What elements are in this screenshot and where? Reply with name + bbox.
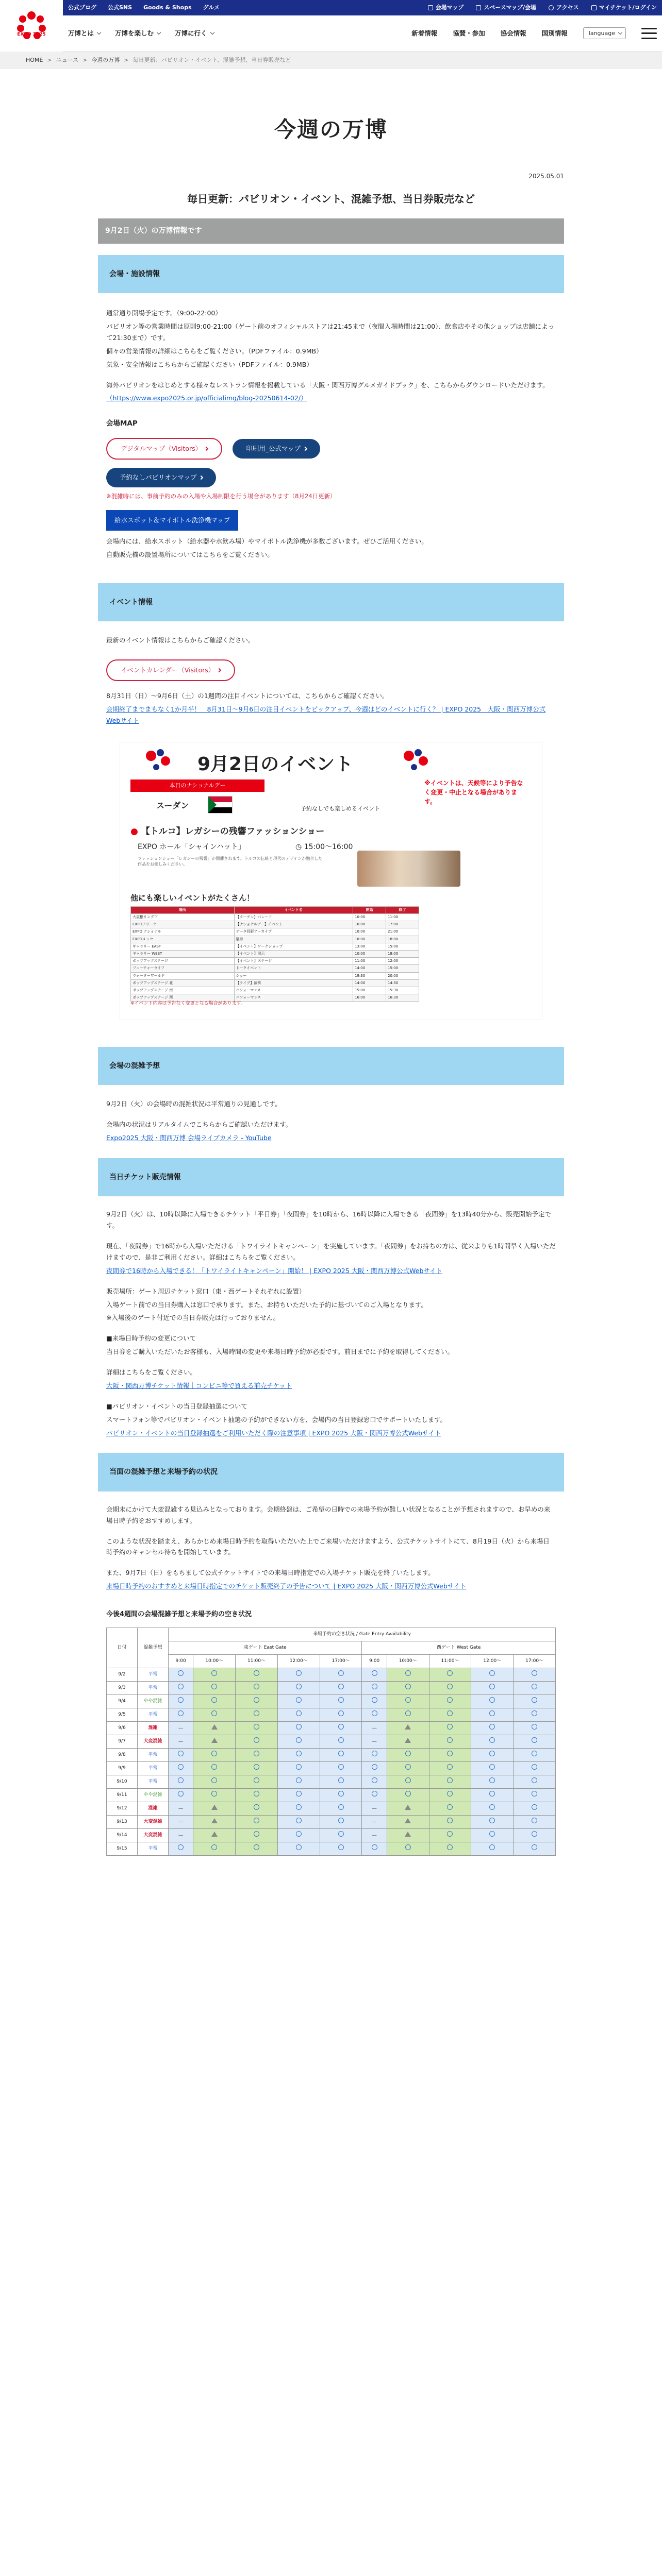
map-icon xyxy=(428,5,433,10)
nav-country[interactable]: 国別情報 xyxy=(541,29,568,37)
crowd-row: 9/6 混雑 — — xyxy=(107,1721,556,1735)
availability-mark xyxy=(211,1818,218,1823)
vending-note: 自動販売機の設置場所についてはこちらをご覧ください。 xyxy=(106,551,274,559)
topbar-link-gourmet[interactable]: グルメ xyxy=(203,4,220,11)
live-camera-link[interactable]: Expo2025 大阪・関西万博 会場ライブカメラ - YouTube xyxy=(106,1134,272,1142)
other-event-row: EXPO ナショナル データ投影アーカイブ 10:00 21:00 xyxy=(131,928,419,936)
poster-note-small: 予約なしでも楽しめるイベント xyxy=(301,805,380,812)
chevron-down-icon xyxy=(97,30,101,34)
availability-mark xyxy=(405,1684,411,1689)
sudan-flag-icon xyxy=(208,796,233,814)
availability-mark xyxy=(338,1684,344,1689)
availability-mark xyxy=(447,1764,453,1770)
crowd-row: 9/11 やや混雑 xyxy=(107,1788,556,1802)
availability-mark xyxy=(296,1791,302,1797)
crowd-forecast-text: 9月2日（火）の会場時の混雑状況は平常通りの見通しです。 xyxy=(106,1100,282,1108)
availability-mark xyxy=(447,1818,453,1823)
featured-event-venue: EXPO ホール「シャインハット」 xyxy=(138,842,245,851)
crowd-row: 9/12 混雑 — — xyxy=(107,1802,556,1815)
crowd-row: 9/10 平常 xyxy=(107,1775,556,1788)
reservation-notice-link[interactable]: 来場日時予約のおすすめと来場日時指定でのチケット販売終了の予告について | EXPO 2025 大阪・関西万博公式Webサイト xyxy=(106,1582,467,1590)
ticket-para: ※入場後のゲート付近での当日券販売は行っておりません。 xyxy=(106,1314,280,1322)
availability-mark xyxy=(447,1697,453,1703)
breadcrumb-current: 毎日更新：パビリオン・イベント、混雑予想、当日券販売など xyxy=(133,57,291,64)
digital-map-button[interactable]: デジタルマップ（Visitors） xyxy=(106,438,222,460)
nav-news[interactable]: 新着情報 xyxy=(411,29,438,37)
availability-mark xyxy=(178,1710,184,1716)
availability-mark xyxy=(178,1751,184,1756)
availability-mark xyxy=(338,1791,344,1797)
venue-line: 通常通り開場予定です。（9:00-22:00） xyxy=(106,309,222,317)
featured-event-title: ● 【トルコ】レガシーの残響ファッションショー xyxy=(130,826,325,837)
water-station-map-link[interactable]: 給水スポット＆マイボトル洗浄機マップ xyxy=(106,510,238,531)
clock-icon: ◷ xyxy=(295,842,304,851)
availability-mark xyxy=(405,1805,411,1810)
gourmet-guide-text: 海外パビリオンをはじめとする様々なレストラン情報を掲載している「大阪・関西万博グルメガイドブック」を、こちらからダウンロードいただけます。 xyxy=(106,381,549,389)
availability-mark xyxy=(532,1777,537,1783)
availability-mark xyxy=(489,1791,495,1797)
availability-mark xyxy=(254,1751,259,1756)
ticket-para: 販売場所：ゲート周辺チケット窓口（東・西ゲートそれぞれに設置） xyxy=(106,1287,306,1295)
availability-mark xyxy=(372,1670,377,1676)
space-map-icon xyxy=(476,5,481,10)
availability-mark xyxy=(254,1737,259,1743)
gate-para: このような状況を踏まえ、あらかじめ来場日時予約を取得いただいた上でご来場いただけますよう、公式チケットサイトにて、8月19日（火）から来場日時予約のキャンセル待ちを開始しています。 xyxy=(106,1537,550,1556)
event-photo xyxy=(357,851,460,887)
availability-mark xyxy=(489,1831,495,1837)
availability-mark xyxy=(338,1804,344,1810)
availability-mark xyxy=(447,1791,453,1797)
availability-mark xyxy=(296,1684,302,1689)
venue-line: 個々の営業情報の詳細はこちらをご覧ください。（PDFファイル：0.9MB） xyxy=(106,347,323,355)
chevron-down-icon xyxy=(157,30,161,34)
availability-mark xyxy=(296,1804,302,1810)
availability-mark xyxy=(338,1844,344,1850)
availability-mark xyxy=(532,1764,537,1770)
topbar-link-sns[interactable]: 公式SNS xyxy=(108,4,133,11)
availability-mark xyxy=(338,1818,344,1823)
chevron-down-icon xyxy=(210,30,214,34)
availability-mark: — xyxy=(372,1725,377,1731)
venue-line: パビリオン等の営業時間は原則9:00-21:00（ゲート前のオフィシャルストアは21:45まで（夜間入場時間は21:00）、飲食店やその他ショップは店舗によって21:30まで）です。 xyxy=(106,323,555,342)
availability-mark xyxy=(447,1737,453,1743)
availability-mark xyxy=(254,1764,259,1770)
availability-mark xyxy=(405,1777,411,1783)
nav-visit-expo[interactable]: 万博に行く xyxy=(175,28,214,39)
availability-mark: — xyxy=(178,1805,184,1811)
crowd-table-1: 日付 混雑予想 来場予約の空き状況 / Gate Entry Availability 東ゲート East Gate 西ゲート West Gate 9:00 10:00〜 11:00〜 12:00〜 17:00〜 9:00 10:00〜 11:00〜 12:00〜 17:00〜 9/2 平常 9/3 平常 9/4 やや混雑 9/5 平常 9/6 混雑 — — 9/7 大変混雑 — — 9/8 平常 9/9 平常 9/10 平常 9/11 やや混雑 9/12 混雑 — — 9/13 大変混雑 — — 9/14 大変混雑 — — 9/15 平常 xyxy=(106,1628,556,1856)
decoration-left xyxy=(141,745,177,776)
availability-mark xyxy=(211,1832,218,1837)
availability-mark xyxy=(489,1724,495,1730)
availability-mark xyxy=(296,1697,302,1703)
crowd-row: 9/13 大変混雑 — — xyxy=(107,1815,556,1828)
availability-mark xyxy=(178,1670,184,1676)
nav-association[interactable]: 協会情報 xyxy=(500,29,526,37)
availability-mark xyxy=(338,1670,344,1676)
availability-mark xyxy=(532,1751,537,1756)
availability-mark xyxy=(447,1804,453,1810)
availability-mark xyxy=(254,1831,259,1837)
event-poster xyxy=(120,742,542,1020)
availability-mark xyxy=(254,1710,259,1716)
no-reservation-map-button[interactable]: 予約なしパビリオンマップ xyxy=(106,468,216,487)
topbar-link-my-ticket[interactable]: マイチケット/ログイン xyxy=(591,3,657,12)
availability-mark xyxy=(447,1724,453,1730)
availability-mark xyxy=(296,1710,302,1716)
availability-mark xyxy=(372,1777,377,1783)
availability-mark xyxy=(338,1751,344,1756)
crowd-row: 9/8 平常 xyxy=(107,1748,556,1761)
poster-title: 9月2日のイベント xyxy=(197,753,354,775)
other-event-row: ギャラリー WEST 【イベント】展示 10:00 18:00 xyxy=(131,951,419,958)
poster-note: ※イベントは、天候等により予告なく変更・中止となる場合があります。 xyxy=(424,779,523,805)
gate-para: 会期末にかけて大変混雑する見込みとなっております。会期終盤は、ご希望の日時での来場予約が難しい状況となることが予想されますので、お早めの来場日時予約をおすすめします。 xyxy=(106,1505,551,1524)
availability-mark: — xyxy=(372,1832,377,1838)
availability-mark xyxy=(532,1697,537,1703)
availability-mark xyxy=(211,1751,217,1756)
availability-mark xyxy=(211,1670,217,1676)
breadcrumb: HOME > ニュース > 今週の万博 > 毎日更新：パビリオン・イベント、混雑予想、当日券販売など xyxy=(0,52,662,69)
section-ticket-heading: 当日チケット販売情報 xyxy=(98,1158,564,1196)
twilight-campaign-link[interactable]: 夜間券で16時から入場できる！「トワイライトキャンペーン」開始！ | EXPO 2025 大阪・関西万博公式Webサイト xyxy=(106,1266,443,1275)
availability-mark xyxy=(532,1804,537,1810)
availability-mark xyxy=(447,1777,453,1783)
print-map-button[interactable]: 印刷用_公式マップ xyxy=(233,439,320,459)
decoration-right xyxy=(399,745,435,776)
post-date: 2025.05.01 xyxy=(528,173,564,180)
availability-mark xyxy=(489,1818,495,1823)
venue-line: 気象・安全情報はこちらからご確認ください（PDFファイル：0.9MB） xyxy=(106,360,313,368)
availability-mark xyxy=(447,1831,453,1837)
ticket-para: ■来場日時予約の変更について xyxy=(106,1334,196,1343)
availability-mark xyxy=(532,1791,537,1797)
availability-mark xyxy=(338,1724,344,1730)
availability-mark xyxy=(372,1791,377,1797)
water-note: 会場内には、給水スポット（給水器や水飲み場）やマイボトル洗浄機が多数ございます。ぜひご活用ください。 xyxy=(106,537,428,546)
crowd-row: 9/15 平常 xyxy=(107,1842,556,1855)
availability-mark xyxy=(178,1777,184,1783)
availability-mark xyxy=(211,1697,217,1703)
availability-mark xyxy=(532,1844,537,1850)
availability-mark xyxy=(296,1777,302,1783)
ticket-para: 入場ゲート前での当日券購入は窓口で承ります。また、お持ちいただいた予約に基づいてのご入場となります。 xyxy=(106,1300,428,1309)
map-note: ※混雑時には、事前予約のみの入場や入場制限を行う場合があります（8月24日更新） xyxy=(106,492,336,500)
availability-mark: — xyxy=(178,1738,184,1744)
crowd-row: 9/2 平常 xyxy=(107,1668,556,1681)
availability-mark xyxy=(532,1724,537,1730)
ticket-para: スマートフォン等でパビリオン・イベント抽選の予約ができない方を、会場内の当日登録窓口でサポートいたします。 xyxy=(106,1415,447,1423)
section-venue-heading: 会場・施設情報 xyxy=(98,255,564,293)
availability-mark xyxy=(211,1710,217,1716)
availability-mark xyxy=(372,1684,377,1689)
availability-mark xyxy=(447,1751,453,1756)
arrow-right-icon xyxy=(303,447,307,451)
today-notice: 9月2日（火）の万博情報です xyxy=(98,218,564,243)
other-event-row: ウォーターワールド ショー 19:30 20:00 xyxy=(131,972,419,979)
nav-sponsor[interactable]: 協賛・参加 xyxy=(453,29,485,37)
availability-mark xyxy=(405,1670,411,1676)
availability-mark xyxy=(254,1670,259,1676)
availability-mark xyxy=(338,1697,344,1703)
weekly-event-text: 8月31日（日）〜9月6日（土）の1週間の注目イベントについては、こちらからご確認ください。 xyxy=(106,692,389,700)
availability-mark xyxy=(405,1751,411,1756)
arrow-right-icon xyxy=(199,476,203,480)
availability-mark xyxy=(338,1737,344,1743)
poster-footnote: ※イベント内容は予告なく変更となる場合があります。 xyxy=(130,1001,245,1006)
availability-mark xyxy=(254,1777,259,1783)
availability-mark xyxy=(405,1791,411,1797)
availability-mark xyxy=(254,1684,259,1689)
topbar-link-space-map[interactable]: スペースマップ/会場 xyxy=(476,3,536,12)
ticket-para: 現在、「夜間券」で16時から入場いただける「トワイライトキャンペーン」を実施しています。「夜間券」をお持ちの方は、従来よりも1時間早く入場いただけますので、是非ご利用ください。詳細はこちらをご覧ください。 xyxy=(106,1242,556,1261)
availability-mark xyxy=(211,1844,217,1850)
page-title: 今週の万博 xyxy=(274,117,388,142)
availability-mark xyxy=(447,1684,453,1689)
availability-mark xyxy=(211,1724,218,1730)
ticket-info-link[interactable]: 大阪・関西万博チケット情報｜コンビニ等で買える前売チケット xyxy=(106,1381,292,1389)
availability-mark xyxy=(254,1791,259,1797)
top-bar xyxy=(63,0,662,15)
ticket-para: 詳細はこちらをご覧ください。 xyxy=(106,1368,197,1377)
national-day-band: 本日のナショナルデー xyxy=(130,779,264,792)
other-event-row: フューチャーライフ トークイベント 14:00 15:00 xyxy=(131,965,419,972)
availability-mark xyxy=(296,1737,302,1743)
availability-mark xyxy=(296,1724,302,1730)
language-select[interactable]: language xyxy=(583,27,626,40)
availability-mark xyxy=(178,1791,184,1797)
availability-mark xyxy=(532,1670,537,1676)
availability-mark xyxy=(532,1831,537,1837)
ticket-para: ■パビリオン・イベントの当日登録抽選について xyxy=(106,1402,247,1410)
availability-mark xyxy=(372,1844,377,1850)
section-crowd-heading: 会場の混雑予想 xyxy=(98,1047,564,1085)
other-event-row: ギャラリー EAST 【イベント】ワークショップ 13:00 15:00 xyxy=(131,943,419,950)
logo-text: EXPO 2025 xyxy=(17,32,46,37)
availability-mark xyxy=(405,1697,411,1703)
page-subtitle: 毎日更新：パビリオン・イベント、混雑予想、当日券販売など xyxy=(187,193,475,206)
availability-mark xyxy=(254,1844,259,1850)
section-event-heading: イベント情報 xyxy=(98,583,564,621)
topbar-link-blog[interactable]: 公式ブログ xyxy=(68,4,96,11)
availability-mark xyxy=(489,1697,495,1703)
availability-mark xyxy=(405,1844,411,1850)
availability-mark xyxy=(338,1764,344,1770)
national-day-country: スーダン xyxy=(156,800,189,810)
availability-mark xyxy=(489,1777,495,1783)
availability-mark xyxy=(296,1670,302,1676)
availability-mark xyxy=(211,1738,218,1743)
availability-mark xyxy=(372,1751,377,1756)
availability-mark xyxy=(178,1684,184,1689)
availability-mark xyxy=(178,1697,184,1703)
availability-mark xyxy=(211,1777,217,1783)
availability-mark xyxy=(211,1684,217,1689)
crowd-row: 9/7 大変混雑 — — xyxy=(107,1735,556,1748)
crowd-table-title: 今後4週間の会場混雑予想と来場予約の空き状況 xyxy=(106,1611,252,1619)
availability-mark xyxy=(211,1791,217,1797)
ticket-para: 当日券をご購入いただいたお客様も、入場時間の変更や来場日時予約が必要です。前日までに予約を取得してください。 xyxy=(106,1348,454,1356)
crowd-row: 9/9 平常 xyxy=(107,1761,556,1775)
event-calendar-button[interactable]: イベントカレンダー（Visitors） xyxy=(106,659,235,681)
availability-mark xyxy=(532,1818,537,1823)
availability-mark xyxy=(489,1670,495,1676)
availability-mark: — xyxy=(372,1819,377,1825)
availability-mark xyxy=(338,1710,344,1716)
featured-event-desc: ファッションショー「レガシーの残響」が開催されます。トルコの伝統と現代のデザインが融合した作品をお楽しみください。 xyxy=(138,856,323,867)
gourmet-guide-link[interactable]: （https://www.expo2025.or.jp/officialimg/blog-20250614-02/） xyxy=(106,394,307,402)
arrow-right-icon xyxy=(217,668,221,672)
other-event-row: EXPOアリーナ 【ナショナルデー】イベント 16:00 17:00 xyxy=(131,921,419,928)
availability-mark xyxy=(211,1764,217,1770)
expo-logo[interactable] xyxy=(0,0,63,52)
crowd-row: 9/3 平常 xyxy=(107,1681,556,1694)
section-gate-heading: 当面の混雑予想と来場予約の状況 xyxy=(98,1453,564,1491)
availability-mark xyxy=(489,1751,495,1756)
other-event-row: ポップアップステージ 南 パフォーマンス 15:00 15:30 xyxy=(131,987,419,994)
availability-mark xyxy=(296,1844,302,1850)
availability-mark xyxy=(296,1831,302,1837)
lottery-notes-link[interactable]: パビリオン・イベントの当日登録抽選をご利用いただく際の注意事項 | EXPO 2025 大阪・関西万博公式Webサイト xyxy=(106,1429,441,1437)
availability-mark: — xyxy=(178,1725,184,1731)
ticket-para: 9月2日（火）は、10時以降に入場できるチケット「平日券」「夜間券」を10時から、16時以降に入場できる「夜間券」を13時40分から、販売開始予定です。 xyxy=(106,1210,552,1230)
featured-event-time: ◷ 15:00〜16:00 xyxy=(295,842,353,851)
other-event-row: ポップアップステージ 北 【ライブ】演奏 14:00 14:30 xyxy=(131,979,419,987)
menu-icon[interactable] xyxy=(641,28,657,39)
availability-mark xyxy=(178,1844,184,1850)
availability-mark xyxy=(405,1710,411,1716)
topbar-link-venue-map[interactable]: 会場マップ xyxy=(428,3,464,12)
availability-mark xyxy=(296,1764,302,1770)
nav-about-expo[interactable]: 万博とは xyxy=(68,28,101,39)
crowd-row: 9/5 平常 xyxy=(107,1708,556,1721)
event-intro: 最新のイベント情報はこちらからご確認ください。 xyxy=(106,636,255,645)
availability-mark xyxy=(254,1818,259,1823)
availability-mark xyxy=(489,1844,495,1850)
availability-mark xyxy=(405,1764,411,1770)
main-nav xyxy=(63,15,662,52)
main-content xyxy=(98,69,564,1856)
gate-para: また、9月7日（日）をもちまして公式チケットサイトでの来場日時指定での入場チケット販売を終了いたします。 xyxy=(106,1569,435,1577)
nav-enjoy-expo[interactable]: 万博を楽しむ xyxy=(115,28,160,39)
weekly-event-link[interactable]: 会期終了までまもなく1か月半！ 8月31日〜9月6日の注目イベントをピックアップ、今週はどのイベントに行く？ | EXPO 2025 大阪・関西万博公式Webサイト xyxy=(106,705,546,725)
other-event-row: EXPOメッセ 展示 10:00 18:00 xyxy=(131,936,419,943)
breadcrumb-news[interactable]: ニュース xyxy=(56,57,79,64)
crowd-row: 9/4 やや混雑 xyxy=(107,1694,556,1708)
availability-mark xyxy=(489,1804,495,1810)
availability-mark xyxy=(254,1804,259,1810)
availability-mark xyxy=(489,1737,495,1743)
other-events-heading: 他にも楽しいイベントがたくさん！ xyxy=(130,893,255,903)
crowd-row: 9/14 大変混雑 — — xyxy=(107,1828,556,1842)
availability-mark xyxy=(489,1684,495,1689)
other-event-row: ポップアップステージ 【イベント】ステージ 11:00 12:00 xyxy=(131,958,419,965)
availability-mark xyxy=(447,1844,453,1850)
breadcrumb-this-week[interactable]: 今週の万博 xyxy=(91,57,120,64)
availability-mark xyxy=(447,1710,453,1716)
breadcrumb-home[interactable]: HOME xyxy=(26,57,43,64)
availability-mark xyxy=(489,1710,495,1716)
availability-mark: — xyxy=(178,1819,184,1825)
availability-mark xyxy=(405,1738,411,1743)
availability-mark xyxy=(372,1710,377,1716)
live-camera-text: 会場内の状況はリアルタイムでこちらからご確認いただけます。 xyxy=(106,1121,292,1129)
availability-mark xyxy=(447,1670,453,1676)
availability-mark: — xyxy=(178,1832,184,1838)
availability-mark: — xyxy=(372,1805,377,1811)
availability-mark xyxy=(405,1818,411,1823)
availability-mark xyxy=(338,1777,344,1783)
availability-mark xyxy=(532,1737,537,1743)
availability-mark xyxy=(405,1724,411,1730)
availability-mark xyxy=(405,1832,411,1837)
pin-icon xyxy=(549,5,554,10)
availability-mark xyxy=(532,1710,537,1716)
availability-mark xyxy=(178,1764,184,1770)
availability-mark xyxy=(211,1805,218,1810)
availability-mark xyxy=(372,1697,377,1703)
availability-mark xyxy=(532,1684,537,1689)
arrow-right-icon xyxy=(204,447,208,451)
availability-mark xyxy=(372,1764,377,1770)
map-heading: 会場MAP xyxy=(106,419,138,428)
other-event-row: ポップアップステージ 西 パフォーマンス 16:00 16:30 xyxy=(131,994,419,1002)
availability-mark xyxy=(296,1818,302,1823)
availability-mark xyxy=(296,1751,302,1756)
availability-mark xyxy=(489,1764,495,1770)
availability-mark xyxy=(254,1724,259,1730)
topbar-link-access[interactable]: アクセス xyxy=(549,3,579,12)
other-event-row: 大屋根リング下 【ターゲン】パレード 10:00 11:00 xyxy=(131,914,419,921)
availability-mark xyxy=(254,1697,259,1703)
other-events-table: 場所 イベント名 開始 終了 大屋根リング下 【ターゲン】パレード 10:00 11:00 EXPOアリーナ 【ナショナルデー】イベント 16:00 17:00 EXPO ナショナル データ投影アーカイブ 10:00 21:00 EXPOメッセ 展示 10:00 18:00 ギャラリー EAST 【イベント】ワークショップ 13:00 15:00 ギャラリー WEST 【イベント】展示 10:00 18:00 ポップアップステージ 【イベント】ステージ 11:00 12:00 フューチャーライフ トークイベント 14:00 15:00 ウォーターワールド ショー 19:30 20:00 ポップアップステージ 北 【ライブ】演奏 14:00 14:30 ポップアップステージ 南 パフォーマンス 15:00 15:30 ポップアップステージ 西 パフォーマンス 16:00 16:30 xyxy=(130,906,419,1002)
availability-mark xyxy=(338,1831,344,1837)
availability-mark: — xyxy=(372,1738,377,1744)
topbar-link-goods[interactable]: Goods & Shops xyxy=(143,4,192,11)
ticket-icon xyxy=(591,5,597,10)
